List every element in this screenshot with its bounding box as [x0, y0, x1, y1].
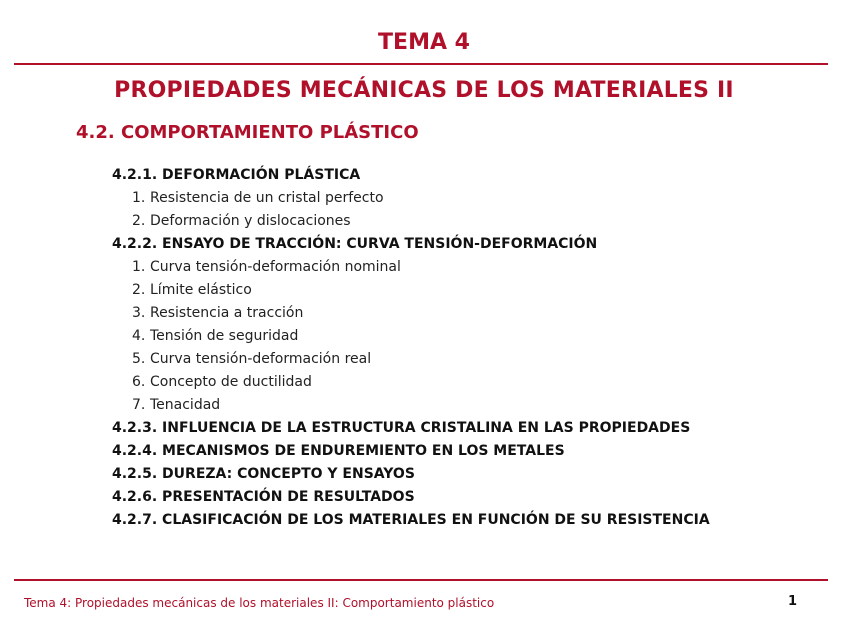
- toc-item-label: Deformación y dislocaciones: [150, 213, 351, 229]
- toc-item-number: 6.: [132, 374, 146, 390]
- toc-item-number: 2.: [132, 282, 146, 298]
- toc-heading: 4.2.6. PRESENTACIÓN DE RESULTADOS: [112, 489, 415, 505]
- toc-heading: 4.2.4. MECANISMOS DE ENDUREMIENTO EN LOS METALES: [112, 443, 565, 459]
- top-divider: [14, 63, 828, 65]
- toc-item-label: Curva tensión-deformación nominal: [150, 259, 401, 275]
- toc-item: [112, 279, 822, 302]
- toc-item: [112, 348, 822, 371]
- toc-item-label: Resistencia de un cristal perfecto: [150, 190, 384, 206]
- toc-item-number: 1.: [132, 259, 146, 275]
- page-number: 1: [788, 594, 798, 609]
- toc-item: [112, 187, 822, 210]
- toc-item-label: Curva tensión-deformación real: [150, 351, 372, 367]
- toc-item-label: Concepto de ductilidad: [150, 374, 312, 390]
- toc-item-number: 4.: [132, 328, 146, 344]
- toc-item-number: 2.: [132, 213, 146, 229]
- toc-item-number: 5.: [132, 351, 146, 367]
- slide-title: TEMA 4: [378, 30, 470, 55]
- toc-heading: 4.2.2. ENSAYO DE TRACCIÓN: CURVA TENSIÓN-DEFORMACIÓN: [112, 236, 598, 252]
- toc-heading: 4.2.7. CLASIFICACIÓN DE LOS MATERIALES EN FUNCIÓN DE SU RESISTENCIA: [112, 512, 710, 528]
- section-title: 4.2. COMPORTAMIENTO PLÁSTICO: [76, 122, 419, 143]
- toc-item: [112, 371, 822, 394]
- toc-heading: 4.2.1. DEFORMACIÓN PLÁSTICA: [112, 167, 361, 183]
- bottom-divider: [14, 579, 828, 581]
- toc-item-label: Tensión de seguridad: [150, 328, 299, 344]
- toc-item: [112, 325, 822, 348]
- toc-item-number: 1.: [132, 190, 146, 206]
- toc-item: [112, 210, 822, 233]
- toc-item-label: Resistencia a tracción: [150, 305, 304, 321]
- footer-text: Tema 4: Propiedades mecánicas de los materiales II: Comportamiento plástico: [24, 596, 495, 610]
- toc-item-number: 3.: [132, 305, 146, 321]
- toc-heading: 4.2.5. DUREZA: CONCEPTO Y ENSAYOS: [112, 466, 415, 482]
- table-of-contents: [112, 164, 822, 532]
- toc-item: [112, 394, 822, 417]
- toc-heading: 4.2.3. INFLUENCIA DE LA ESTRUCTURA CRISTALINA EN LAS PROPIEDADES: [112, 420, 691, 436]
- toc-item-number: 7.: [132, 397, 146, 413]
- toc-item-label: Límite elástico: [150, 282, 252, 298]
- toc-item: [112, 256, 822, 279]
- slide-subtitle: PROPIEDADES MECÁNICAS DE LOS MATERIALES II: [114, 78, 734, 103]
- toc-item: [112, 302, 822, 325]
- toc-item-label: Tenacidad: [150, 397, 221, 413]
